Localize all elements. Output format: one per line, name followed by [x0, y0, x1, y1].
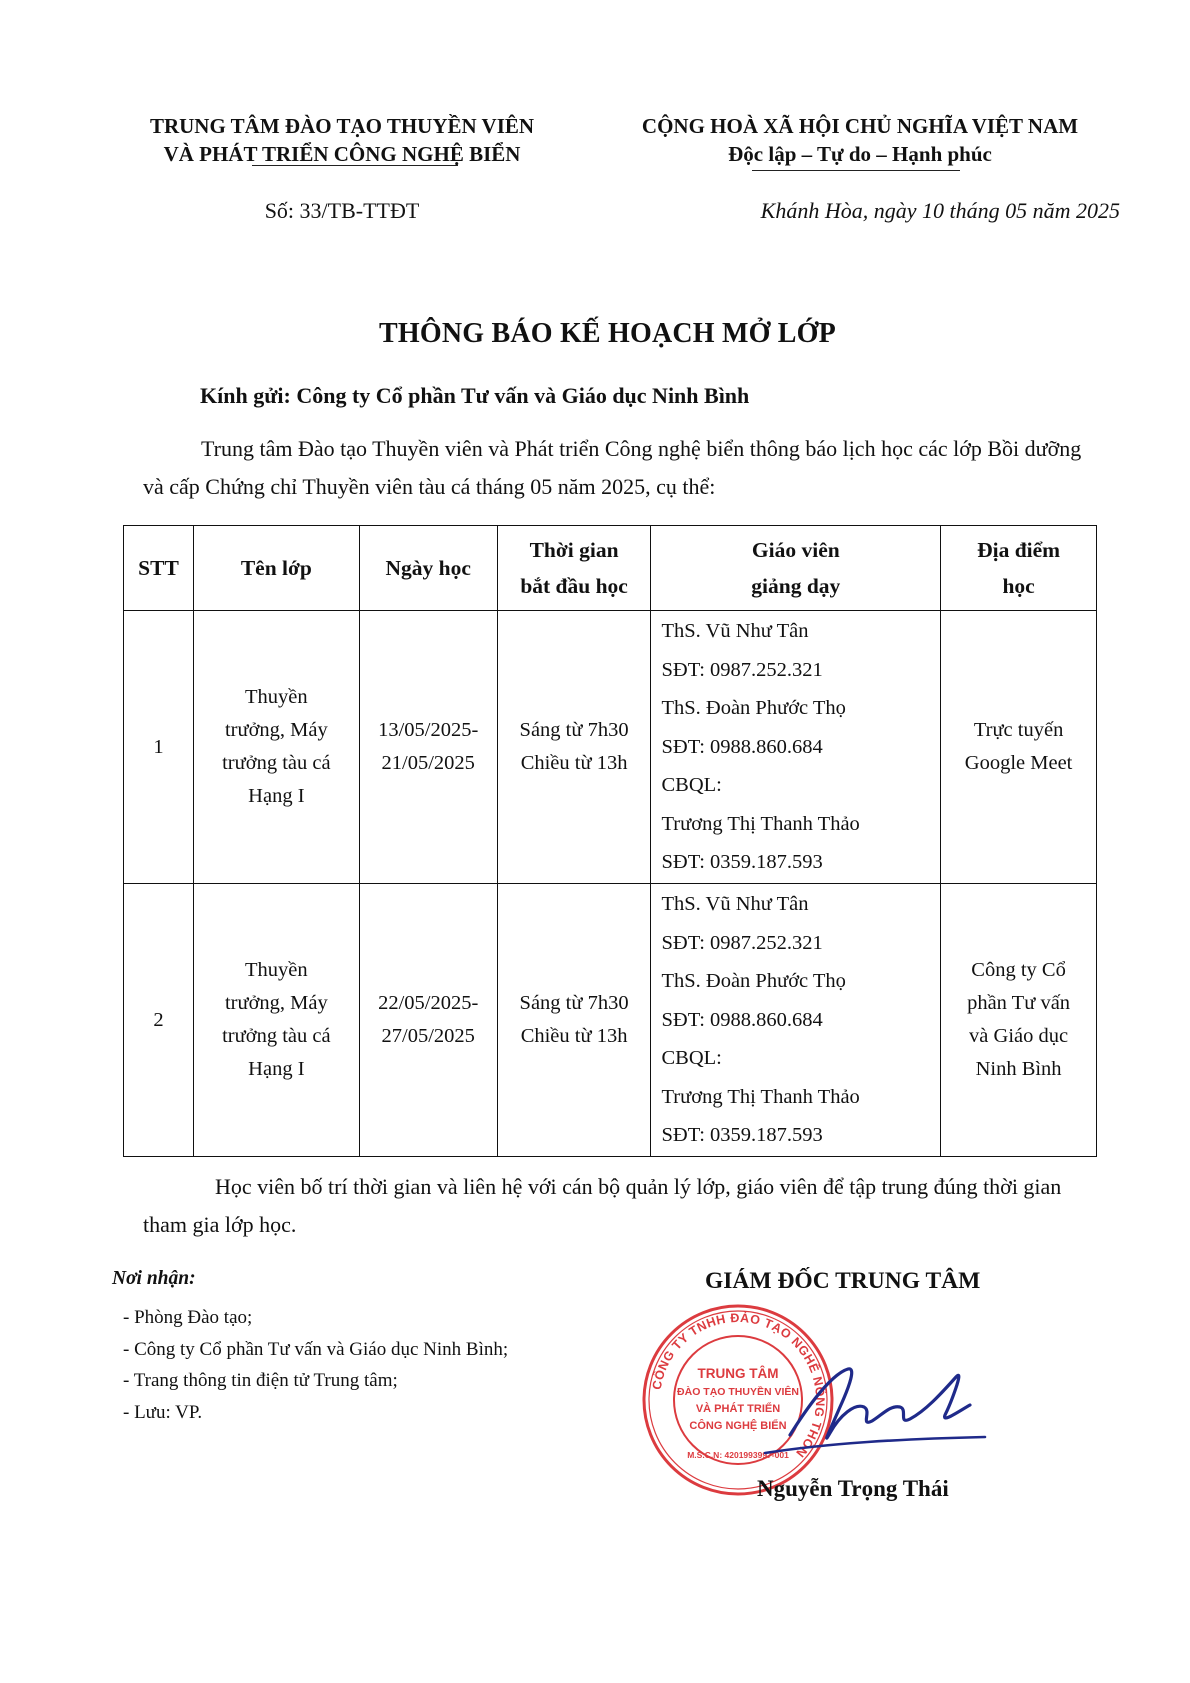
cell-start-time	[497, 884, 651, 1157]
list-item: - Lưu: VP.	[123, 1401, 203, 1423]
date-line: 21/05/2025	[381, 752, 475, 774]
signer-title: GIÁM ĐỐC TRUNG TÂM	[705, 1268, 981, 1294]
header-teacher-l1: Giáo viên	[751, 538, 840, 562]
list-item: - Phòng Đào tạo;	[123, 1307, 253, 1328]
teacher-line: CBQL:	[661, 774, 722, 797]
table-row	[124, 611, 1097, 884]
time-line: Sáng từ 7h30	[519, 992, 629, 1014]
signature-stroke	[790, 1369, 970, 1438]
recipients-list	[123, 1302, 508, 1428]
cell-dates	[359, 611, 497, 884]
stamp-inner-line: CÔNG NGHỆ BIỂN	[689, 1420, 787, 1432]
teacher-line: ThS. Đoàn Phước Thọ	[661, 970, 846, 993]
teacher-line: SĐT: 0359.187.593	[661, 851, 823, 874]
cell-dates	[359, 884, 497, 1157]
class-line: Hạng I	[248, 785, 305, 807]
header-location-l1: Địa điểm	[977, 538, 1061, 562]
cell-location	[941, 611, 1097, 884]
cell-stt: 2	[124, 884, 194, 1157]
date-line: 22/05/2025-	[378, 992, 479, 1014]
header-teacher	[651, 526, 941, 611]
class-line: Thuyền	[245, 686, 308, 708]
cell-class-name	[193, 884, 359, 1157]
teacher-line: SĐT: 0988.860.684	[661, 1008, 823, 1031]
nation-line-2: Độc lập – Tự do – Hạnh phúc	[728, 142, 992, 166]
teacher-line: SĐT: 0988.860.684	[661, 735, 823, 758]
national-motto	[600, 112, 1120, 168]
cell-teacher	[651, 611, 941, 884]
document-number: Số: 33/TB-TTĐT	[264, 198, 420, 223]
recipient-line: Kính gửi: Công ty Cổ phần Tư vấn và Giáo dục Ninh Bình	[200, 383, 750, 408]
cell-teacher	[651, 884, 941, 1157]
org-line-2: VÀ PHÁT TRIỂN CÔNG NGHỆ BIỂN	[163, 142, 521, 166]
teacher-line: SĐT: 0359.187.593	[661, 1124, 823, 1147]
header-dates: Ngày học	[359, 526, 497, 611]
nation-line-1: CỘNG HOÀ XÃ HỘI CHỦ NGHĨA VIỆT NAM	[641, 114, 1079, 138]
signer-name: Nguyễn Trọng Thái	[757, 1476, 949, 1501]
list-item: - Trang thông tin điện tử Trung tâm;	[123, 1370, 398, 1391]
teacher-line: ThS. Đoàn Phước Thọ	[661, 697, 846, 720]
time-line: Chiều từ 13h	[520, 1025, 628, 1047]
intro-paragraph: Trung tâm Đào tạo Thuyền viên và Phát triển Công nghệ biển thông báo lịch học các lớp Bồi dưỡng và cấp Chứng chỉ Thuyền viên tàu cá tháng 05 năm 2025, cụ thể:	[143, 436, 1082, 499]
class-line: trưởng, Máy	[224, 719, 328, 741]
header-location	[941, 526, 1097, 611]
location-line: Trực tuyến	[973, 719, 1064, 741]
teacher-line: CBQL:	[661, 1047, 722, 1070]
cell-location	[941, 884, 1097, 1157]
class-line: Hạng I	[248, 1058, 305, 1080]
location-line: và Giáo dục	[969, 1025, 1069, 1047]
header-start-time-l1: Thời gian	[529, 538, 619, 562]
teacher-line: ThS. Vũ Như Tân	[661, 619, 809, 642]
teacher-line: SĐT: 0987.252.321	[661, 931, 823, 954]
header-class-name: Tên lớp	[193, 526, 359, 611]
stamp-outer-text: CÔNG TY TNHH ĐÀO TẠO NGHỀ NÔNG THÔN	[649, 1310, 828, 1461]
location-line: Ninh Bình	[975, 1058, 1062, 1080]
class-line: Thuyền	[245, 959, 308, 981]
class-line: trưởng, Máy	[224, 992, 328, 1014]
date-line: 13/05/2025-	[378, 719, 479, 741]
organization-name	[112, 112, 572, 168]
place-date: Khánh Hòa, ngày 10 tháng 05 năm 2025	[760, 198, 1120, 223]
teacher-line: SĐT: 0987.252.321	[661, 658, 823, 681]
time-line: Sáng từ 7h30	[519, 719, 629, 741]
location-line: Google Meet	[964, 752, 1073, 774]
header-start-time-l2: bắt đầu học	[520, 574, 628, 598]
stamp-code: M.S.C.N: 4201993997-001	[687, 1450, 789, 1460]
schedule-table	[123, 525, 1097, 1157]
handwritten-signature	[760, 1355, 990, 1465]
org-underline	[252, 165, 458, 166]
teacher-line: Trương Thị Thanh Thảo	[661, 1085, 860, 1108]
cell-stt: 1	[124, 611, 194, 884]
stamp-inner-line: ĐÀO TẠO THUYỀN VIÊN	[677, 1386, 799, 1398]
location-line: Công ty Cổ	[971, 959, 1066, 981]
table-row	[124, 884, 1097, 1157]
teacher-line: ThS. Vũ Như Tân	[661, 892, 809, 915]
header-stt: STT	[124, 526, 194, 611]
class-line: trưởng tàu cá	[222, 1025, 331, 1047]
location-line: phần Tư vấn	[967, 992, 1071, 1014]
motto-underline	[752, 170, 960, 171]
header-teacher-l2: giảng dạy	[751, 574, 841, 598]
cell-start-time	[497, 611, 651, 884]
list-item: - Công ty Cổ phần Tư vấn và Giáo dục Ninh Bình;	[123, 1338, 509, 1360]
table-header-row	[124, 526, 1097, 611]
cell-class-name	[193, 611, 359, 884]
stamp-inner-line: TRUNG TÂM	[697, 1366, 779, 1381]
recipients-heading: Nơi nhận:	[112, 1268, 196, 1289]
closing-note: Học viên bố trí thời gian và liên hệ với cán bộ quản lý lớp, giáo viên để tập trung đúng thời gian tham gia lớp học.	[143, 1174, 1062, 1237]
stamp-inner-line: VÀ PHÁT TRIỂN	[695, 1403, 781, 1415]
header-location-l2: học	[1002, 574, 1035, 598]
document-title: THÔNG BÁO KẾ HOẠCH MỞ LỚP	[379, 318, 836, 349]
teacher-line: Trương Thị Thanh Thảo	[661, 812, 860, 835]
class-line: trưởng tàu cá	[222, 752, 331, 774]
time-line: Chiều từ 13h	[520, 752, 628, 774]
org-line-1: TRUNG TÂM ĐÀO TẠO THUYỀN VIÊN	[149, 114, 535, 138]
signature-underline-stroke	[765, 1437, 985, 1453]
header-start-time	[497, 526, 651, 611]
date-line: 27/05/2025	[381, 1025, 475, 1047]
